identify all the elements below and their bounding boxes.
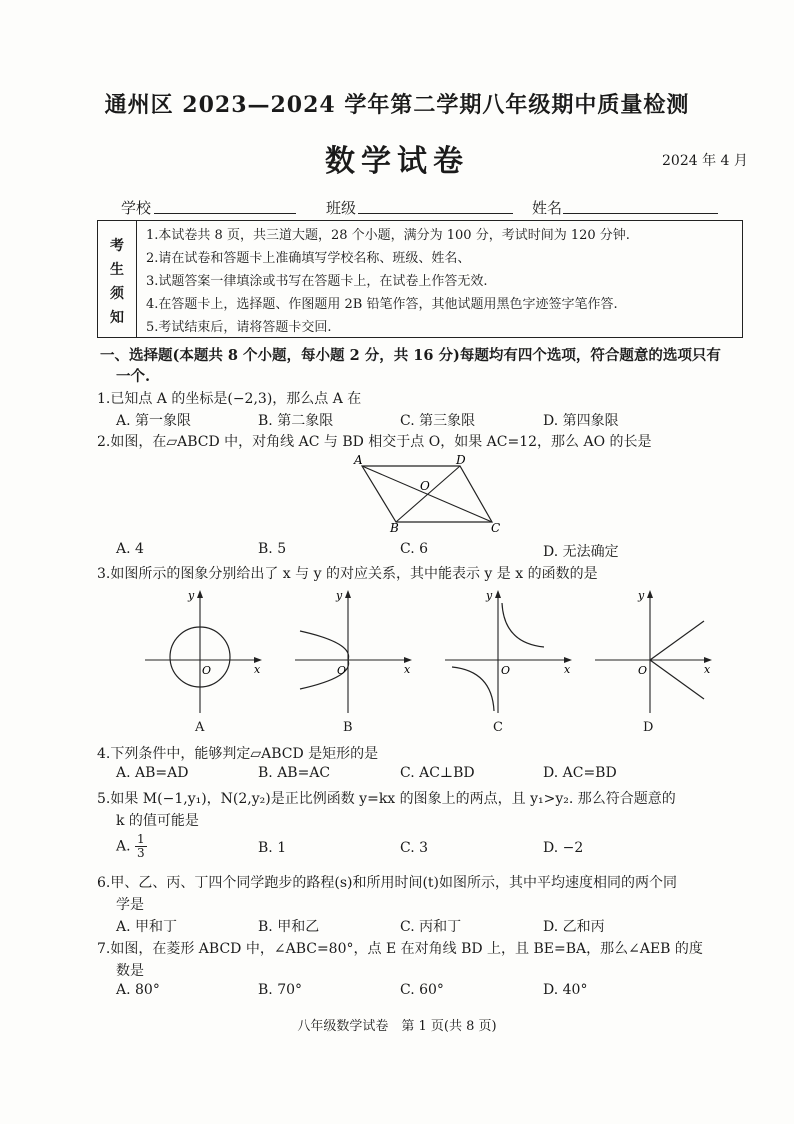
vertex-d-label: D xyxy=(456,453,466,467)
notice-label xyxy=(98,221,137,337)
q4-option-a[interactable]: A. AB=AD xyxy=(116,765,189,781)
q2-option-a[interactable]: A. 4 xyxy=(116,541,144,557)
graph-a-label: A xyxy=(195,720,205,735)
exam-title: 通州区 2023—2024 学年第二学期八年级期中质量检测 xyxy=(104,92,690,118)
graph-b-label: B xyxy=(343,720,353,735)
vertex-b-label: B xyxy=(390,521,399,534)
q2-option-c[interactable]: C. 6 xyxy=(400,541,429,557)
name-label: 姓名 xyxy=(532,199,563,217)
class-blank[interactable] xyxy=(358,213,513,214)
notice-char: 考 xyxy=(110,238,124,254)
fraction-one-third xyxy=(135,833,147,860)
graph-b-parabola[interactable] xyxy=(290,585,420,715)
q6-option-b[interactable]: B. 甲和乙 xyxy=(258,919,320,935)
q2-option-b[interactable]: B. 5 xyxy=(258,541,287,557)
notice-item: 3.试题答案一律填涂或书写在答题卡上，在试卷上作答无效. xyxy=(146,274,488,289)
graph-c-hyperbola[interactable] xyxy=(440,585,580,715)
origin-label: O xyxy=(501,664,511,677)
q4-option-d[interactable]: D. AC=BD xyxy=(543,765,617,781)
notice-char: 知 xyxy=(110,310,124,326)
question-3: 3.如图所示的图象分别给出了 x 与 y 的对应关系，其中能表示 y 是 x 的函数的是 xyxy=(97,566,598,582)
section-heading: 一、选择题(本题共 8 个小题，每小题 2 分，共 16 分)每题均有四个选项，符合题意的选项只有 xyxy=(100,347,721,364)
exam-date: 2024 年 4 月 xyxy=(662,153,748,169)
y-axis-label: y xyxy=(188,589,195,602)
center-o-label: O xyxy=(420,479,430,493)
fraction-denominator: 3 xyxy=(137,846,145,860)
q1-option-d[interactable]: D. 第四象限 xyxy=(543,413,619,429)
exam-subtitle: 数学试卷 xyxy=(325,144,469,179)
q4-option-b[interactable]: B. AB=AC xyxy=(258,765,331,781)
q4-option-c[interactable]: C. AC⊥BD xyxy=(400,765,475,781)
school-blank[interactable] xyxy=(154,213,296,214)
q7-option-a[interactable]: A. 80° xyxy=(116,982,160,998)
graph-c-label: C xyxy=(493,720,503,735)
q7-option-d[interactable]: D. 40° xyxy=(543,982,588,998)
page-footer: 八年级数学试卷 第 1 页(共 8 页) xyxy=(297,1019,497,1034)
q5-option-c[interactable]: C. 3 xyxy=(400,840,429,856)
y-axis-label: y xyxy=(486,589,493,602)
graph-d-rays[interactable] xyxy=(590,585,720,715)
q5-option-a-prefix: A. xyxy=(116,838,131,855)
origin-label: O xyxy=(638,664,648,677)
q7-option-b[interactable]: B. 70° xyxy=(258,982,303,998)
fraction-numerator: 1 xyxy=(137,832,145,846)
q6-option-d[interactable]: D. 乙和丙 xyxy=(543,919,605,935)
q1-option-c[interactable]: C. 第三象限 xyxy=(400,413,476,429)
notice-item: 4.在答题卡上，选择题、作图题用 2B 铅笔作答，其他试题用黑色字迹签字笔作答. xyxy=(146,297,618,312)
origin-label: O xyxy=(202,664,212,677)
q1-option-b[interactable]: B. 第二象限 xyxy=(258,413,334,429)
vertex-c-label: C xyxy=(491,521,501,534)
question-1: 1.已知点 A 的坐标是(−2,3)，那么点 A 在 xyxy=(97,391,362,407)
q5-option-b[interactable]: B. 1 xyxy=(258,840,287,856)
question-6: 6.甲、乙、丙、丁四个同学跑步的路程(s)和所用时间(t)如图所示，其中平均速度相同的两个同 xyxy=(97,875,678,891)
y-axis-label: y xyxy=(336,589,343,602)
notice-box xyxy=(97,220,743,338)
x-axis-label: x xyxy=(704,663,711,676)
vertex-a-label: A xyxy=(354,453,363,467)
q7-option-c[interactable]: C. 60° xyxy=(400,982,444,998)
q6-option-c[interactable]: C. 丙和丁 xyxy=(400,919,462,935)
question-5: 5.如果 M(−1,y₁)，N(2,y₂)是正比例函数 y=kx 的图象上的两点，且 y₁>y₂. 那么符合题意的 xyxy=(97,791,676,807)
question-5-cont: k 的值可能是 xyxy=(116,813,199,829)
origin-label: O xyxy=(337,664,347,677)
y-axis-label: y xyxy=(638,589,645,602)
notice-item: 1.本试卷共 8 页，共三道大题，28 个小题，满分为 100 分，考试时间为 120 分钟. xyxy=(146,228,630,243)
notice-item: 2.请在试卷和答题卡上准确填写学校名称、班级、姓名、 xyxy=(146,251,471,266)
question-4: 4.下列条件中，能够判定▱ABCD 是矩形的是 xyxy=(97,746,379,762)
question-7-cont: 数是 xyxy=(116,963,144,979)
question-6-cont: 学是 xyxy=(116,897,144,913)
x-axis-label: x xyxy=(254,663,261,676)
graph-d-label: D xyxy=(643,720,654,735)
school-label: 学校 xyxy=(121,199,152,217)
question-7: 7.如图，在菱形 ABCD 中，∠ABC=80°，点 E 在对角线 BD 上，且 BE=BA，那么∠AEB 的度 xyxy=(97,941,703,957)
x-axis-label: x xyxy=(564,663,571,676)
q1-option-a[interactable]: A. 第一象限 xyxy=(116,413,192,429)
parallelogram-figure xyxy=(340,452,510,534)
notice-char: 须 xyxy=(110,286,124,302)
x-axis-label: x xyxy=(404,663,411,676)
section-heading-cont: 一个. xyxy=(116,368,151,385)
notice-item: 5.考试结束后，请将答题卡交回. xyxy=(146,320,332,335)
notice-char: 生 xyxy=(110,262,124,278)
q6-option-a[interactable]: A. 甲和丁 xyxy=(116,919,178,935)
q5-option-a[interactable] xyxy=(116,833,147,860)
name-blank[interactable] xyxy=(563,213,718,214)
q5-option-d[interactable]: D. −2 xyxy=(543,840,584,856)
q2-option-d[interactable]: D. 无法确定 xyxy=(543,544,619,560)
class-label: 班级 xyxy=(326,199,357,217)
question-2: 2.如图，在▱ABCD 中，对角线 AC 与 BD 相交于点 O，如果 AC=12，那么 AO 的长是 xyxy=(97,434,652,450)
graph-a-circle[interactable] xyxy=(140,585,270,715)
